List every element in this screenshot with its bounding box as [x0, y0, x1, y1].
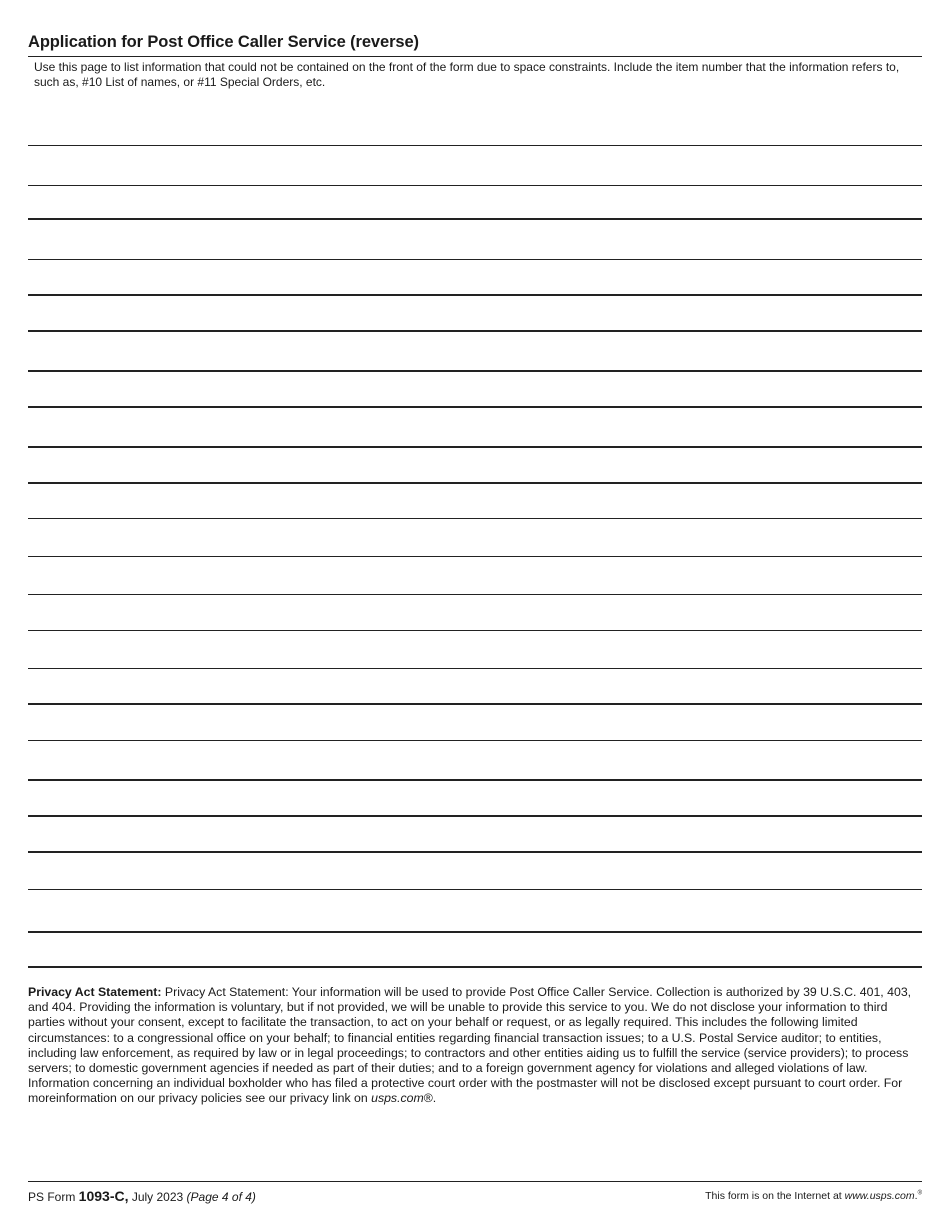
form-prefix: PS Form	[28, 1190, 79, 1204]
instructions-text: Use this page to list information that could not be contained on the front of the form due to space constraints. Include the item number that the information refers to, such as, #10 List of names, or #11 Special Orders, etc.	[34, 60, 900, 89]
write-line[interactable]	[28, 703, 922, 705]
title-divider	[28, 56, 922, 57]
write-line[interactable]	[28, 556, 922, 557]
write-line[interactable]	[28, 185, 922, 186]
privacy-link[interactable]: usps.com	[371, 1091, 424, 1106]
page-indicator: (Page 4 of 4)	[186, 1190, 256, 1204]
write-line[interactable]	[28, 815, 922, 817]
write-line[interactable]	[28, 966, 922, 968]
write-line[interactable]	[28, 594, 922, 595]
write-line[interactable]	[28, 931, 922, 933]
internet-suffix: .	[914, 1190, 918, 1202]
form-date: July 2023	[128, 1190, 187, 1204]
registered-mark: ®	[917, 1190, 922, 1197]
internet-notice	[705, 1190, 922, 1202]
write-line[interactable]	[28, 446, 922, 448]
write-line[interactable]	[28, 668, 922, 669]
internet-link[interactable]: www.usps.com	[844, 1190, 915, 1202]
write-line[interactable]	[28, 482, 922, 484]
write-line[interactable]	[28, 259, 922, 260]
privacy-label: Privacy Act Statement:	[28, 985, 162, 999]
privacy-text: Privacy Act Statement: Your information will be used to provide Post Office Caller Service. Collection is authorized by 39 U.S.C. 401, 403, and 404. Providing the information is voluntary, but if not provided, we will be unable to provide this service to you. We do not disclose your information to third parties without your consent, except to facilitate the transaction, to act on your behalf or request, or as legally required. This includes the following limited circumstances: to a congressional office on your behalf; to financial entities regarding financial transaction issues; to a U.S. Postal Service auditor; to entities, including law enforcement, as required by law or in legal proceedings; to contractors and other entities aiding us to fulfill the service (service providers); to process servers; to domestic government agencies if needed as part of their duties; and to a foreign government agency for violations and alleged violations of law. Information concerning an individual boxholder who has filed a protective court order with the postmaster will not be disclosed except pursuant to court order. For moreinformation on our privacy policies see our privacy link on	[28, 985, 912, 1106]
footer-divider	[28, 1181, 922, 1182]
write-line[interactable]	[28, 630, 922, 631]
write-line[interactable]	[28, 406, 922, 408]
privacy-suffix: ®.	[423, 1091, 437, 1106]
privacy-act-statement	[28, 985, 923, 1107]
form-identifier	[28, 1188, 256, 1204]
write-line[interactable]	[28, 740, 922, 741]
internet-text: This form is on the Internet at	[705, 1190, 845, 1202]
write-line[interactable]	[28, 851, 922, 853]
write-line[interactable]	[28, 779, 922, 781]
write-line[interactable]	[28, 370, 922, 372]
form-number: 1093-C,	[78, 1188, 129, 1204]
write-line[interactable]	[28, 294, 922, 296]
form-title: Application for Post Office Caller Service (reverse)	[28, 33, 419, 51]
write-line[interactable]	[28, 145, 922, 146]
write-line[interactable]	[28, 518, 922, 519]
write-line[interactable]	[28, 218, 922, 220]
write-line[interactable]	[28, 889, 922, 890]
write-line[interactable]	[28, 330, 922, 332]
